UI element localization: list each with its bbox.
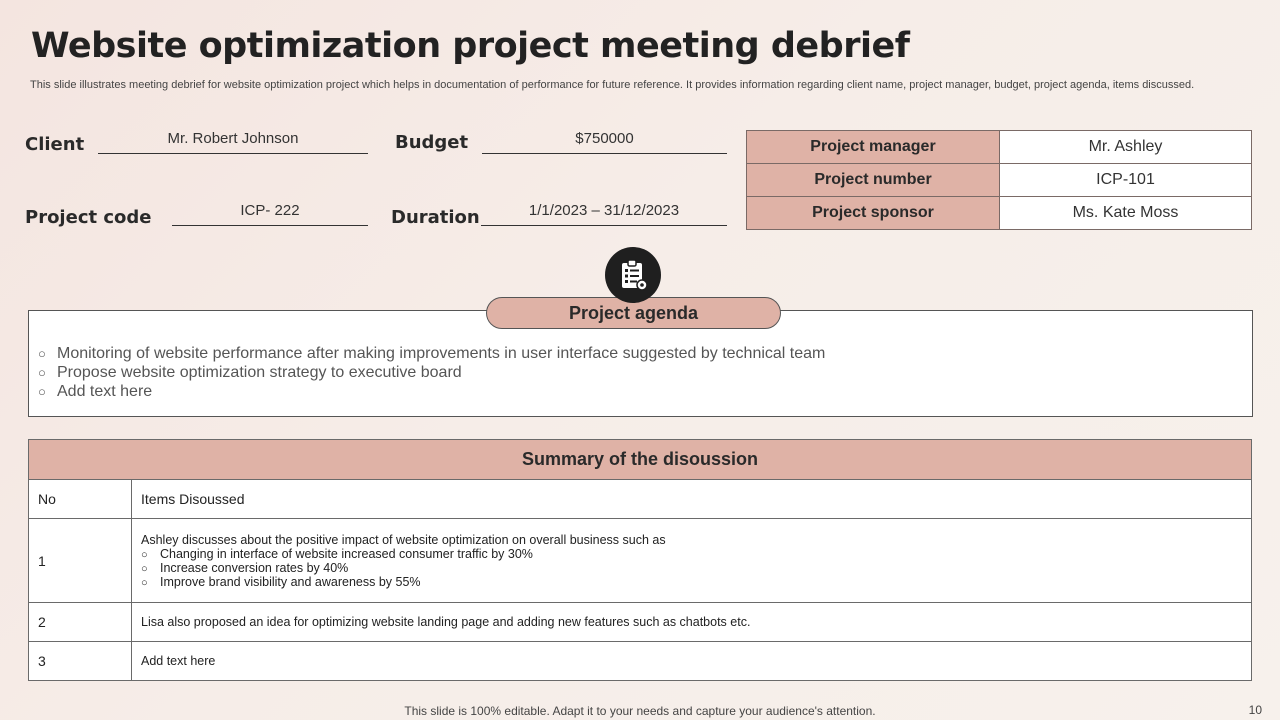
agenda-title: Project agenda <box>486 297 781 329</box>
table-row <box>29 603 1252 642</box>
info-value[interactable]: ICP-101 <box>1000 164 1252 197</box>
info-value[interactable]: Ms. Kate Moss <box>1000 197 1252 230</box>
col-no-header: No <box>29 480 132 519</box>
slide-title: Website optimization project meeting debrief <box>31 26 910 66</box>
info-row <box>747 164 1252 197</box>
row-content[interactable] <box>132 519 1252 603</box>
agenda-item <box>38 344 825 363</box>
agenda-item-text: Propose website optimization strategy to executive board <box>57 364 462 381</box>
bullet-circle-icon: ○ <box>38 346 46 361</box>
agenda-item-text: Add text here <box>57 383 153 400</box>
info-key: Project manager <box>747 131 1000 164</box>
budget-label: Budget <box>395 132 469 153</box>
agenda-item <box>38 363 825 382</box>
table-row <box>29 642 1252 681</box>
bullet-circle-icon: ○ <box>141 548 148 561</box>
info-key: Project sponsor <box>747 197 1000 230</box>
client-label: Client <box>25 134 85 155</box>
project-code-value[interactable]: ICP- 222 <box>172 201 368 226</box>
agenda-item <box>38 382 825 401</box>
point-text: Improve brand visibility and awareness by 55% <box>160 574 421 589</box>
client-value[interactable]: Mr. Robert Johnson <box>98 129 368 154</box>
info-row <box>747 131 1252 164</box>
row-number: 1 <box>29 519 132 603</box>
page-number: 10 <box>1248 703 1262 717</box>
row-number: 3 <box>29 642 132 681</box>
row-points <box>141 547 1242 589</box>
slide-subtitle: This slide illustrates meeting debrief for website optimization project which helps in documentation of performance for future reference. It provides information regarding client name, project manager, budget, project agenda, items discussed. <box>30 79 1195 91</box>
summary-title: Summary of the disoussion <box>29 440 1252 480</box>
row-intro: Ashley discusses about the positive impact of website optimization on overall business such as <box>141 532 666 547</box>
project-code-label: Project code <box>25 207 152 228</box>
duration-value[interactable]: 1/1/2023 – 31/12/2023 <box>481 201 727 226</box>
point-text: Changing in interface of website increased consumer traffic by 30% <box>160 546 533 561</box>
point-text: Increase conversion rates by 40% <box>160 560 349 575</box>
agenda-item-text: Monitoring of website performance after making improvements in user interface suggested by technical team <box>57 345 826 362</box>
table-row <box>29 519 1252 603</box>
row-content[interactable]: Add text here <box>132 642 1252 681</box>
clipboard-checklist-icon <box>605 247 661 303</box>
info-value[interactable]: Mr. Ashley <box>1000 131 1252 164</box>
bullet-circle-icon: ○ <box>141 562 148 575</box>
summary-header-row <box>29 480 1252 519</box>
bullet-circle-icon: ○ <box>38 365 46 380</box>
budget-value[interactable]: $750000 <box>482 129 727 154</box>
summary-table <box>28 439 1252 681</box>
bullet-circle-icon: ○ <box>141 576 148 589</box>
list-item <box>141 547 1242 561</box>
bullet-circle-icon: ○ <box>38 384 46 399</box>
row-content[interactable]: Lisa also proposed an idea for optimizing website landing page and adding new features such as chatbots etc. <box>132 603 1252 642</box>
list-item <box>141 575 1242 589</box>
project-info-table <box>746 130 1252 230</box>
row-number: 2 <box>29 603 132 642</box>
list-item <box>141 561 1242 575</box>
col-items-header: Items Disoussed <box>132 480 1252 519</box>
duration-label: Duration <box>391 207 480 228</box>
info-key: Project number <box>747 164 1000 197</box>
info-row <box>747 197 1252 230</box>
agenda-list <box>38 344 825 401</box>
footer-note: This slide is 100% editable. Adapt it to your needs and capture your audience's attention. <box>404 704 876 718</box>
